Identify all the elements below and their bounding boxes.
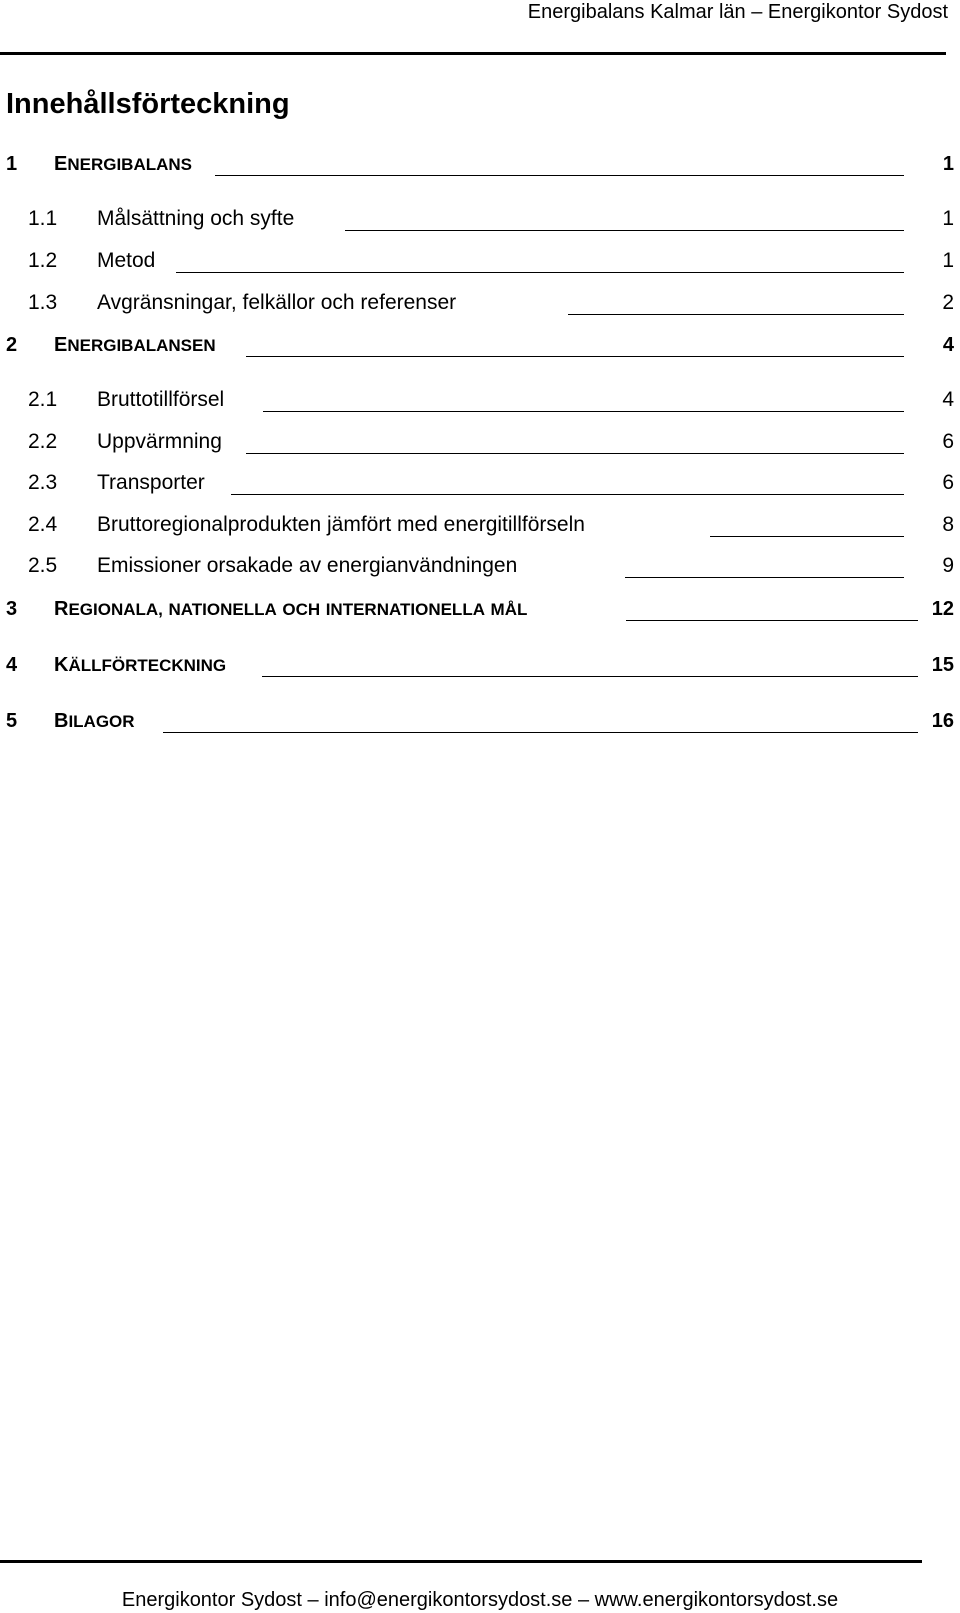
toc-entry[interactable] xyxy=(0,594,960,624)
toc-entry-page: 16 xyxy=(931,710,954,732)
toc-leader xyxy=(163,732,918,733)
toc-leader xyxy=(626,620,918,621)
toc-title: Innehållsförteckning xyxy=(6,88,290,120)
toc-entry-number: 1.3 xyxy=(28,291,58,314)
toc-entry-label: Avgränsningar, felkällor och referenser xyxy=(97,288,456,318)
toc-entry-number: 2.4 xyxy=(28,513,58,536)
toc-entry-page: 1 xyxy=(942,153,954,175)
toc-entry-page: 1 xyxy=(942,249,954,272)
toc-entry-label: Uppvärmning xyxy=(97,427,222,457)
toc-entry-label: Målsättning och syfte xyxy=(97,204,294,234)
toc-leader xyxy=(625,577,904,578)
toc-entry[interactable] xyxy=(0,510,960,540)
toc-leader xyxy=(246,453,904,454)
toc-entry-page: 12 xyxy=(931,598,954,620)
toc-entry-label: REGIONALA, NATIONELLA OCH INTERNATIONELLA MÅL xyxy=(54,594,527,625)
toc-leader xyxy=(568,314,904,315)
toc-leader xyxy=(231,494,904,495)
toc-entry-label: ENERGIBALANSEN xyxy=(54,330,216,361)
toc-entry[interactable] xyxy=(0,385,960,415)
toc-entry-page: 4 xyxy=(942,334,954,356)
toc-entry-number: 2.5 xyxy=(28,554,58,577)
toc-entry-number: 2.2 xyxy=(28,430,58,453)
toc-leader xyxy=(215,175,904,176)
toc-entry[interactable] xyxy=(0,427,960,457)
toc-entry-number: 1 xyxy=(6,153,18,175)
footer-rule xyxy=(0,1560,922,1563)
toc-entry-number: 1.1 xyxy=(28,207,58,230)
toc-entry-label: Metod xyxy=(97,246,155,276)
toc-entry[interactable] xyxy=(0,149,960,179)
toc-entry-label: ENERGIBALANS xyxy=(54,149,192,180)
toc-entry[interactable] xyxy=(0,551,960,581)
toc-entry[interactable] xyxy=(0,706,960,736)
toc-leader xyxy=(176,272,904,273)
running-header: Energibalans Kalmar län – Energikontor Sydost xyxy=(527,1,948,23)
toc-leader xyxy=(710,536,904,537)
toc-entry-label: Emissioner orsakade av energianvändningen xyxy=(97,551,517,581)
toc-entry[interactable] xyxy=(0,204,960,234)
toc-entry[interactable] xyxy=(0,468,960,498)
toc-entry-page: 1 xyxy=(942,207,954,230)
footer-contact: Energikontor Sydost – info@energikontorsydost.se – www.energikontorsydost.se xyxy=(121,1589,839,1611)
toc-entry[interactable] xyxy=(0,330,960,360)
toc-entry-number: 3 xyxy=(6,598,18,620)
toc-leader xyxy=(246,356,904,357)
toc-entry-page: 6 xyxy=(942,471,954,494)
toc-leader xyxy=(262,676,918,677)
toc-entry-page: 15 xyxy=(931,654,954,676)
toc-entry[interactable] xyxy=(0,246,960,276)
toc-entry-label: Bruttotillförsel xyxy=(97,385,224,415)
toc-entry[interactable] xyxy=(0,288,960,318)
toc-entry-page: 6 xyxy=(942,430,954,453)
toc-entry-page: 4 xyxy=(942,388,954,411)
toc-entry-label: Transporter xyxy=(97,468,205,498)
toc-entry-number: 2 xyxy=(6,334,18,356)
header-rule xyxy=(0,52,946,55)
toc-entry-number: 1.2 xyxy=(28,249,58,272)
toc-leader xyxy=(263,411,904,412)
toc-entry-page: 9 xyxy=(942,554,954,577)
toc-entry-label: KÄLLFÖRTECKNING xyxy=(54,650,226,681)
toc-entry-number: 4 xyxy=(6,654,18,676)
toc-leader xyxy=(345,230,904,231)
toc-entry[interactable] xyxy=(0,650,960,680)
toc-entry-number: 2.1 xyxy=(28,388,58,411)
toc-entry-page: 2 xyxy=(942,291,954,314)
toc-entry-number: 2.3 xyxy=(28,471,58,494)
toc-entry-label: Bruttoregionalprodukten jämfört med energitillförseln xyxy=(97,510,585,540)
toc-entry-label: BILAGOR xyxy=(54,706,135,737)
toc-entry-page: 8 xyxy=(942,513,954,536)
toc-entry-number: 5 xyxy=(6,710,18,732)
